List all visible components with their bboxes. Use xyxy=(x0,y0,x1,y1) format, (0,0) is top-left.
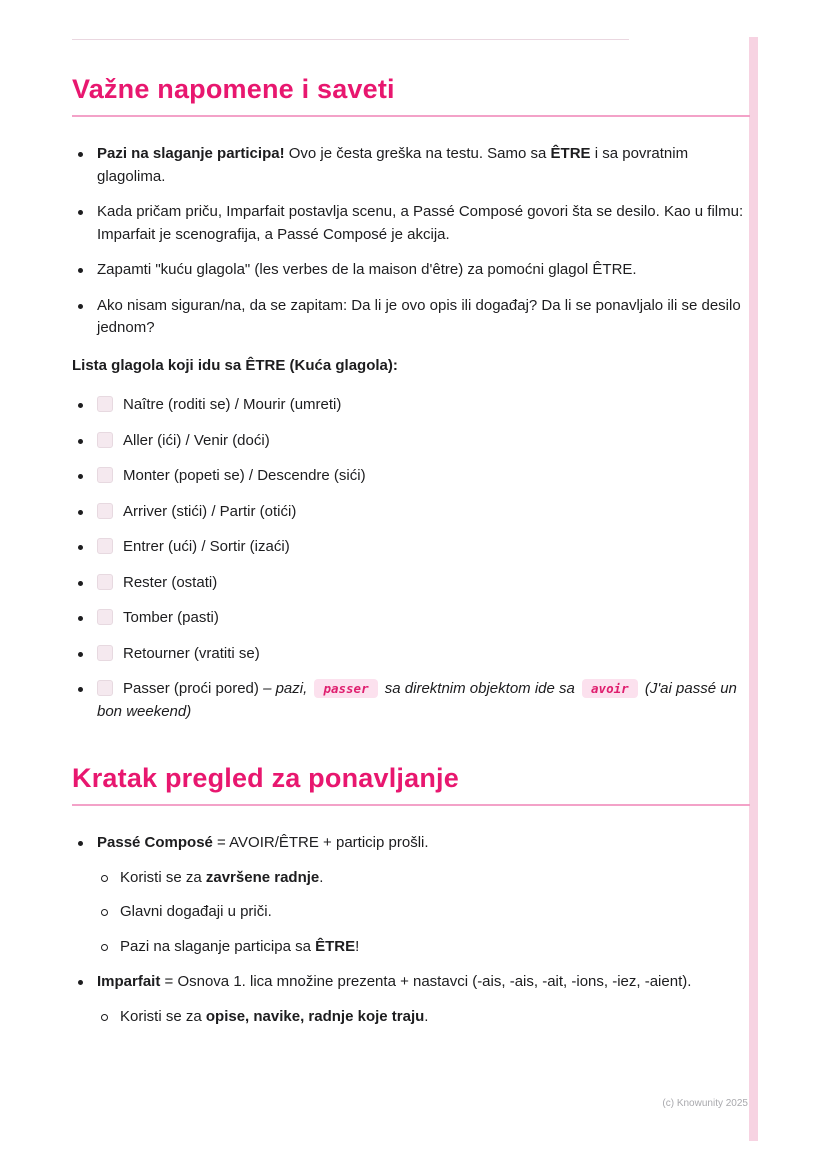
checklist-item xyxy=(72,643,750,666)
text-segment: Entrer (ući) / Sortir (izaći) xyxy=(123,538,290,556)
text-segment: Zapamti "kuću glagola" (les verbes de la maison d'être) za pomoćni glagol ÊTRE. xyxy=(97,261,637,279)
sub-list xyxy=(97,867,750,959)
document-content xyxy=(72,0,750,1041)
list-item-text xyxy=(97,973,691,990)
text-segment: Koristi se za xyxy=(120,868,206,886)
list-item xyxy=(72,259,750,282)
section-notes xyxy=(72,74,750,723)
text-segment: Pazi na slaganje participa sa xyxy=(120,937,316,955)
text-segment: Ovo je česta greška na testu. Samo sa xyxy=(284,145,551,163)
checkbox[interactable] xyxy=(97,467,113,483)
text-segment: (J'ai passé un bon weekend) xyxy=(97,680,737,720)
text-segment: Rester (ostati) xyxy=(123,573,218,591)
checklist-item-text xyxy=(123,432,270,449)
checklist-item xyxy=(72,572,750,595)
checkbox[interactable] xyxy=(97,609,113,625)
list-item xyxy=(72,295,750,340)
review-list xyxy=(72,832,750,1028)
sub-item-text xyxy=(120,869,323,886)
list-item xyxy=(72,971,750,1028)
list-item xyxy=(72,201,750,246)
checkbox[interactable] xyxy=(97,680,113,696)
text-segment: i sa povratnim glagolima. xyxy=(97,145,689,185)
heading-underline xyxy=(72,804,750,806)
text-segment: Pazi na slaganje participa! xyxy=(97,145,285,163)
checklist-item-text xyxy=(123,467,366,484)
checklist-item xyxy=(72,607,750,630)
checkbox[interactable] xyxy=(97,432,113,448)
sub-list-item xyxy=(97,936,750,959)
verb-checklist xyxy=(72,394,750,723)
checklist-item xyxy=(72,678,750,723)
inline-code: avoir xyxy=(582,679,638,698)
list-item-text xyxy=(97,834,429,851)
checkbox[interactable] xyxy=(97,538,113,554)
checkbox[interactable] xyxy=(97,396,113,412)
checklist-item-text xyxy=(123,609,219,626)
inline-code: passer xyxy=(314,679,377,698)
checkbox[interactable] xyxy=(97,574,113,590)
list-item-text xyxy=(97,297,741,337)
notes-list xyxy=(72,143,750,340)
text-segment: = Osnova 1. lica množine prezenta + nastavci (-ais, -ais, -ait, -ions, -iez, -aient). xyxy=(160,973,692,991)
checklist-item xyxy=(72,501,750,524)
text-segment: Kada pričam priču, Imparfait postavlja scenu, a Passé Composé govori šta se desilo. Kao u filmu: Imparfait je scenografija, a Passé Composé je akcija. xyxy=(97,203,744,243)
checklist-item xyxy=(72,536,750,559)
heading-underline xyxy=(72,115,750,117)
section-divider xyxy=(72,39,629,40)
checklist-item xyxy=(72,465,750,488)
text-segment: ! xyxy=(355,937,360,955)
sub-item-text xyxy=(120,938,359,955)
sub-list xyxy=(97,1006,750,1029)
text-segment: ÊTRE xyxy=(550,145,591,163)
sub-list-item xyxy=(97,1006,750,1029)
text-segment: Ako nisam siguran/na, da se zapitam: Da li je ovo opis ili događaj? Da li se ponavljalo ili se desilo jednom? xyxy=(97,296,741,337)
checklist-item xyxy=(72,394,750,417)
text-segment: Imparfait xyxy=(97,973,161,991)
text-segment: Retourner (vratiti se) xyxy=(123,644,260,662)
text-segment: Arriver (stići) / Partir (otići) xyxy=(123,502,297,520)
text-segment: sa direktnim objektom ide sa xyxy=(380,680,580,698)
text-segment: opise, navike, radnje koje traju xyxy=(205,1007,425,1025)
text-segment: – pazi, xyxy=(263,680,312,698)
text-segment: Monter (popeti se) / Descendre (sići) xyxy=(123,467,366,485)
checklist-heading: Lista glagola koji idu sa ÊTRE (Kuća glagola): xyxy=(72,356,398,374)
text-segment: ÊTRE xyxy=(315,937,356,955)
list-item xyxy=(72,143,750,188)
checklist-item-text xyxy=(123,645,260,662)
page-edge-strip xyxy=(749,37,758,1141)
text-segment: . xyxy=(424,1007,429,1025)
checklist-item-text xyxy=(123,538,290,555)
sub-list-item xyxy=(97,901,750,924)
section-review xyxy=(72,763,750,1028)
text-segment: Glavni događaji u priči. xyxy=(120,903,272,921)
text-segment: Aller (ići) / Venir (doći) xyxy=(123,431,270,449)
list-item xyxy=(72,832,750,958)
text-segment: Tomber (pasti) xyxy=(123,609,219,627)
sub-item-text xyxy=(120,1008,428,1025)
list-item-text xyxy=(97,261,637,278)
section-title-review: Kratak pregled za ponavljanje xyxy=(72,763,459,794)
checklist-item-text xyxy=(97,680,737,720)
checklist-item-text xyxy=(123,574,217,591)
checklist-item-text xyxy=(123,396,341,413)
text-segment: . xyxy=(319,868,324,886)
checklist-item xyxy=(72,430,750,453)
text-segment: Passer (proći pored) xyxy=(123,680,264,698)
checkbox[interactable] xyxy=(97,503,113,519)
list-item-text xyxy=(97,203,743,243)
text-segment: završene radnje xyxy=(205,868,320,886)
text-segment: = AVOIR/ÊTRE + particip prošli. xyxy=(212,834,429,852)
section-title-notes: Važne napomene i saveti xyxy=(72,74,395,104)
text-segment: Passé Composé xyxy=(97,834,213,852)
list-item-text xyxy=(97,145,688,185)
checklist-item-text xyxy=(123,503,296,520)
text-segment: Naître (roditi se) / Mourir (umreti) xyxy=(123,396,342,414)
watermark: (c) Knowunity 2025 xyxy=(662,1098,748,1109)
sub-item-text xyxy=(120,903,272,920)
text-segment: Koristi se za xyxy=(120,1007,206,1025)
checkbox[interactable] xyxy=(97,645,113,661)
sub-list-item xyxy=(97,867,750,890)
